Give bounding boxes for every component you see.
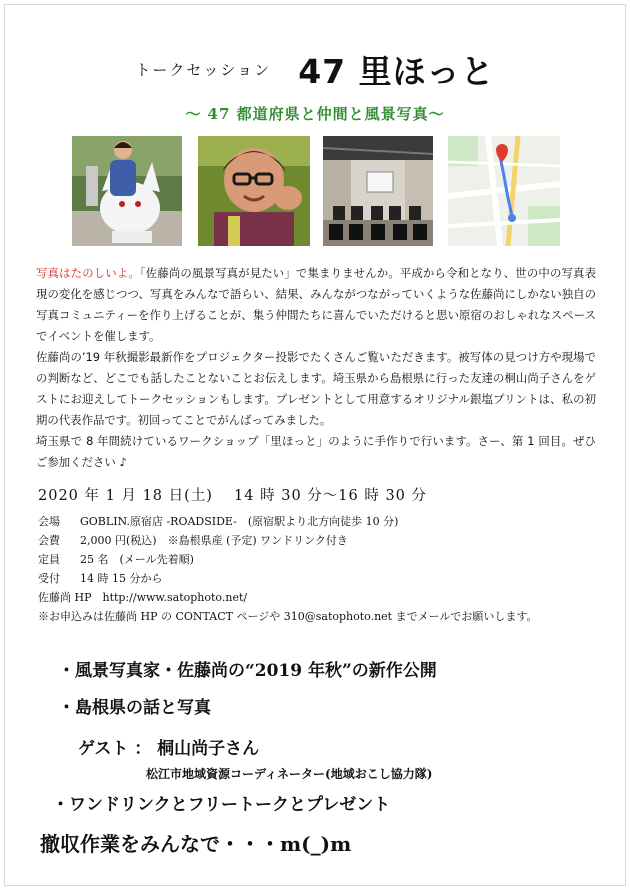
venue-map-photo — [448, 136, 560, 246]
detail-row — [38, 512, 598, 531]
detail-value: 14 時 15 分から — [80, 572, 163, 585]
intro-text — [36, 263, 596, 473]
closing-line: 撤収作業をみんなで・・・m(_)m — [40, 832, 352, 856]
detail-key: 定員 — [38, 553, 60, 566]
intro-paragraph-2: 佐藤尚の’19 年秋撮影最新作をプロジェクター投影でたくさんご覧いただきます。被写体の見つけ方や現場での判断など、どこでも話したことないことお伝えします。埼玉県から島根県に行った友達の桐山尚子さんをゲストにお迎えしてトークセッションもします。プレゼントとして用意するオリジナル銀塩プリントは、私の初期の代表作品です。初回ってことでがんばってみました。 — [36, 350, 596, 427]
intro-paragraph-1: 「佐藤尚の風景写真が見たい」で集まりませんか。平成から令和となり、世の中の写真表現の変化を感じつつ、写真をみんなで語らい、結果、みんながつながっていくような佐藤尚にしかない独自の写真コミュニティーを作り上げることが、集う仲間たちに喜んでいただけると思い原宿のおしゃれなスペースでイベントを催します。 — [36, 266, 596, 343]
event-details — [38, 512, 598, 626]
event-subtitle: ～ 47 都道府県と仲間と風景写真～ — [185, 105, 445, 123]
person-with-statue-photo — [72, 136, 182, 246]
header-label: トークセッション — [135, 61, 272, 79]
event-date: 2020 年 1 月 18 日(土) 14 時 30 分～16 時 30 分 — [38, 488, 428, 504]
detail-value: 25 名 (メール先着順) — [80, 553, 194, 566]
program-item-drink-talk: ・ワンドリンクとフリートークとプレゼント — [52, 795, 391, 815]
program-item-new-works: ・風景写真家・佐藤尚の“2019 年秋”の新作公開 — [58, 661, 437, 681]
detail-row — [38, 550, 598, 569]
detail-value: GOBLIN.原宿店 -ROADSIDE- (原宿駅より北方向徒歩 10 分) — [80, 515, 399, 528]
program-item-shimane: ・島根県の話と写真 — [58, 698, 211, 718]
guest-name: ゲスト ： 桐山尚子さん — [78, 739, 260, 759]
intro-paragraph-3: 埼玉県で 8 年間続けているワークショップ「里ほっと」のように手作りで行います。さー、第 1 回目。ぜひご参加ください ♪ — [36, 434, 596, 469]
detail-value: 2,000 円(税込) ※島根県産 (予定) ワンドリンク付き — [80, 534, 348, 547]
intro-lead: 写真はたのしいよ。 — [36, 266, 140, 280]
detail-key: 会場 — [38, 515, 60, 528]
photographer-portrait-photo — [198, 136, 310, 246]
event-space-photo — [323, 136, 433, 246]
homepage-link[interactable]: 佐藤尚 HP http://www.satophoto.net/ — [38, 591, 248, 604]
photo-strip — [72, 136, 560, 246]
header — [0, 46, 630, 93]
event-title: 47 里ほっと — [298, 52, 495, 91]
detail-row — [38, 531, 598, 550]
application-note: ※お申込みは佐藤尚 HP の CONTACT ページや 310@satophoto.net までメールでお願いします。 — [38, 610, 538, 623]
guest-role: 松江市地域資源コーディネーター(地域おこし協力隊) — [146, 767, 433, 781]
detail-key: 会費 — [38, 534, 60, 547]
detail-key: 受付 — [38, 572, 60, 585]
detail-row — [38, 569, 598, 588]
